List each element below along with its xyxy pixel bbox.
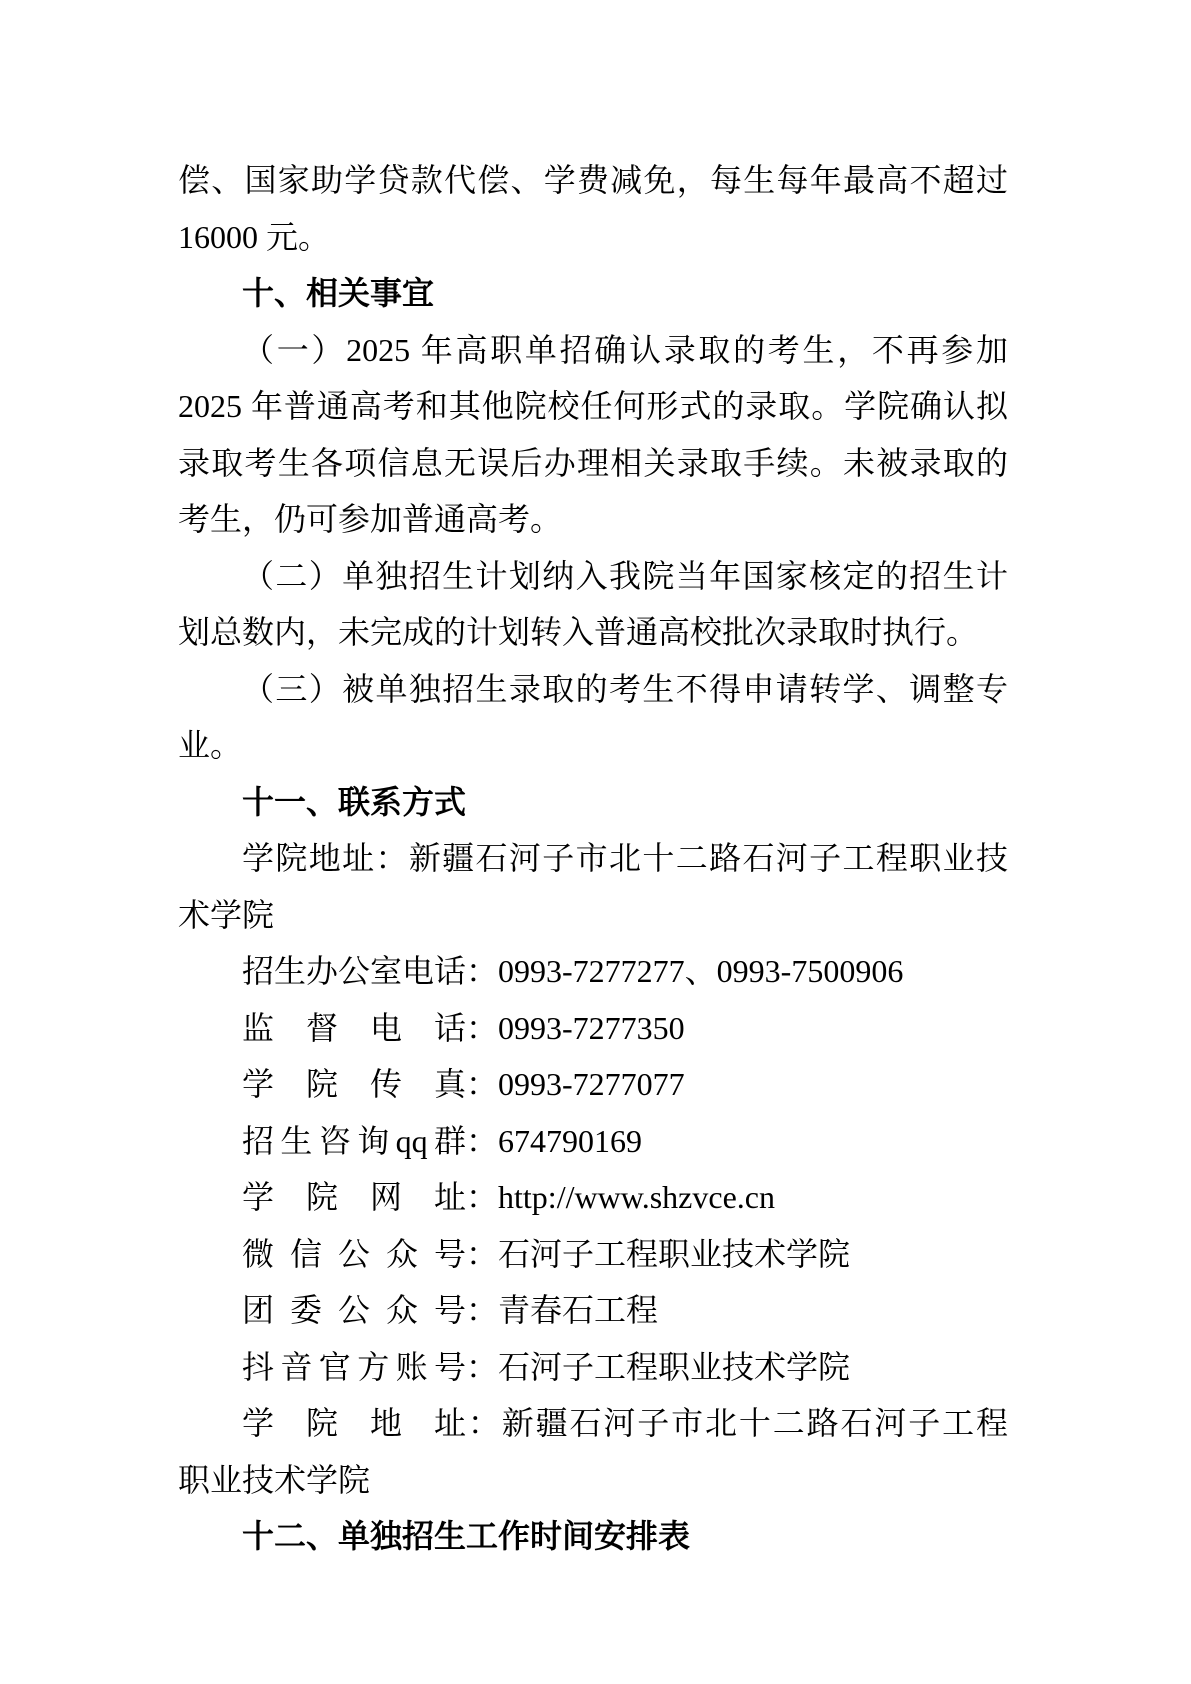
contact-colon: ： — [466, 1122, 499, 1159]
contact-line — [178, 1395, 1008, 1508]
contact-value: 石河子工程职业技术学院 — [498, 1235, 851, 1272]
contact-label: 学院地址 — [242, 1405, 466, 1441]
paragraph: 学院地址：新疆石河子市北十二路石河子工程职业技术学院 — [178, 840, 1008, 933]
section-heading: 十、相关事宜 — [242, 275, 435, 311]
section-heading: 十一、联系方式 — [242, 783, 467, 820]
contact-line — [178, 1000, 1008, 1057]
contact-colon: ： — [466, 1009, 499, 1046]
contact-colon: ： — [466, 1066, 499, 1102]
contact-colon: ： — [466, 1235, 499, 1272]
contact-label: 抖音官方账号 — [242, 1348, 466, 1385]
contact-colon: ： — [466, 1405, 502, 1441]
contact-colon: ： — [466, 1348, 499, 1385]
contact-label: 微信公众号 — [242, 1235, 466, 1272]
contact-line — [178, 1226, 1008, 1283]
contact-label: 监督电话 — [242, 1009, 466, 1046]
paragraph: （一）2025 年高职单招确认录取的考生，不再参加 2025 年普通高考和其他院校任何形式的录取。学院确认拟录取考生各项信息无误后办理相关录取手续。未被录取的考生，仍可参加普通高考。 — [178, 331, 1008, 537]
contact-colon: ： — [466, 953, 499, 989]
paragraph: 偿、国家助学贷款代偿、学费减免，每生每年最高不超过 16000 元。 — [178, 162, 1008, 255]
section-heading: 十二、单独招生工作时间安排表 — [242, 1518, 691, 1554]
contact-value: 0993-7277077 — [498, 1066, 685, 1102]
contact-label: 学院传真 — [242, 1066, 466, 1102]
contact-value: 石河子工程职业技术学院 — [498, 1348, 851, 1385]
contact-colon: ： — [466, 1179, 499, 1215]
contact-label: 团委公众号 — [242, 1292, 466, 1328]
contact-label: 学院网址 — [242, 1179, 466, 1215]
contact-line — [178, 1282, 1008, 1339]
contact-line — [178, 943, 1008, 1000]
contact-value: 青春石工程 — [498, 1292, 659, 1328]
document-body — [178, 152, 1008, 1565]
paragraph: （三）被单独招生录取的考生不得申请转学、调整专业。 — [178, 670, 1008, 763]
contact-line — [178, 1169, 1008, 1226]
contact-label: 招生咨询qq群 — [242, 1122, 466, 1159]
contact-value: 0993-7277277、0993-7500906 — [498, 953, 904, 989]
contact-line — [178, 1056, 1008, 1113]
contact-value: http://www.shzvce.cn — [498, 1179, 775, 1215]
contact-label: 招生办公室电话 — [242, 953, 467, 989]
contact-value: 0993-7277350 — [498, 1009, 685, 1046]
contact-value: 新疆石河子市北十二路石河子工程职业技术学院 — [178, 1405, 1008, 1498]
contact-colon: ： — [466, 1292, 499, 1328]
contact-line — [178, 1339, 1008, 1396]
contact-line — [178, 1113, 1008, 1170]
paragraph: （二）单独招生计划纳入我院当年国家核定的招生计划总数内，未完成的计划转入普通高校批次录取时执行。 — [178, 557, 1008, 650]
contact-value: 674790169 — [498, 1122, 643, 1159]
